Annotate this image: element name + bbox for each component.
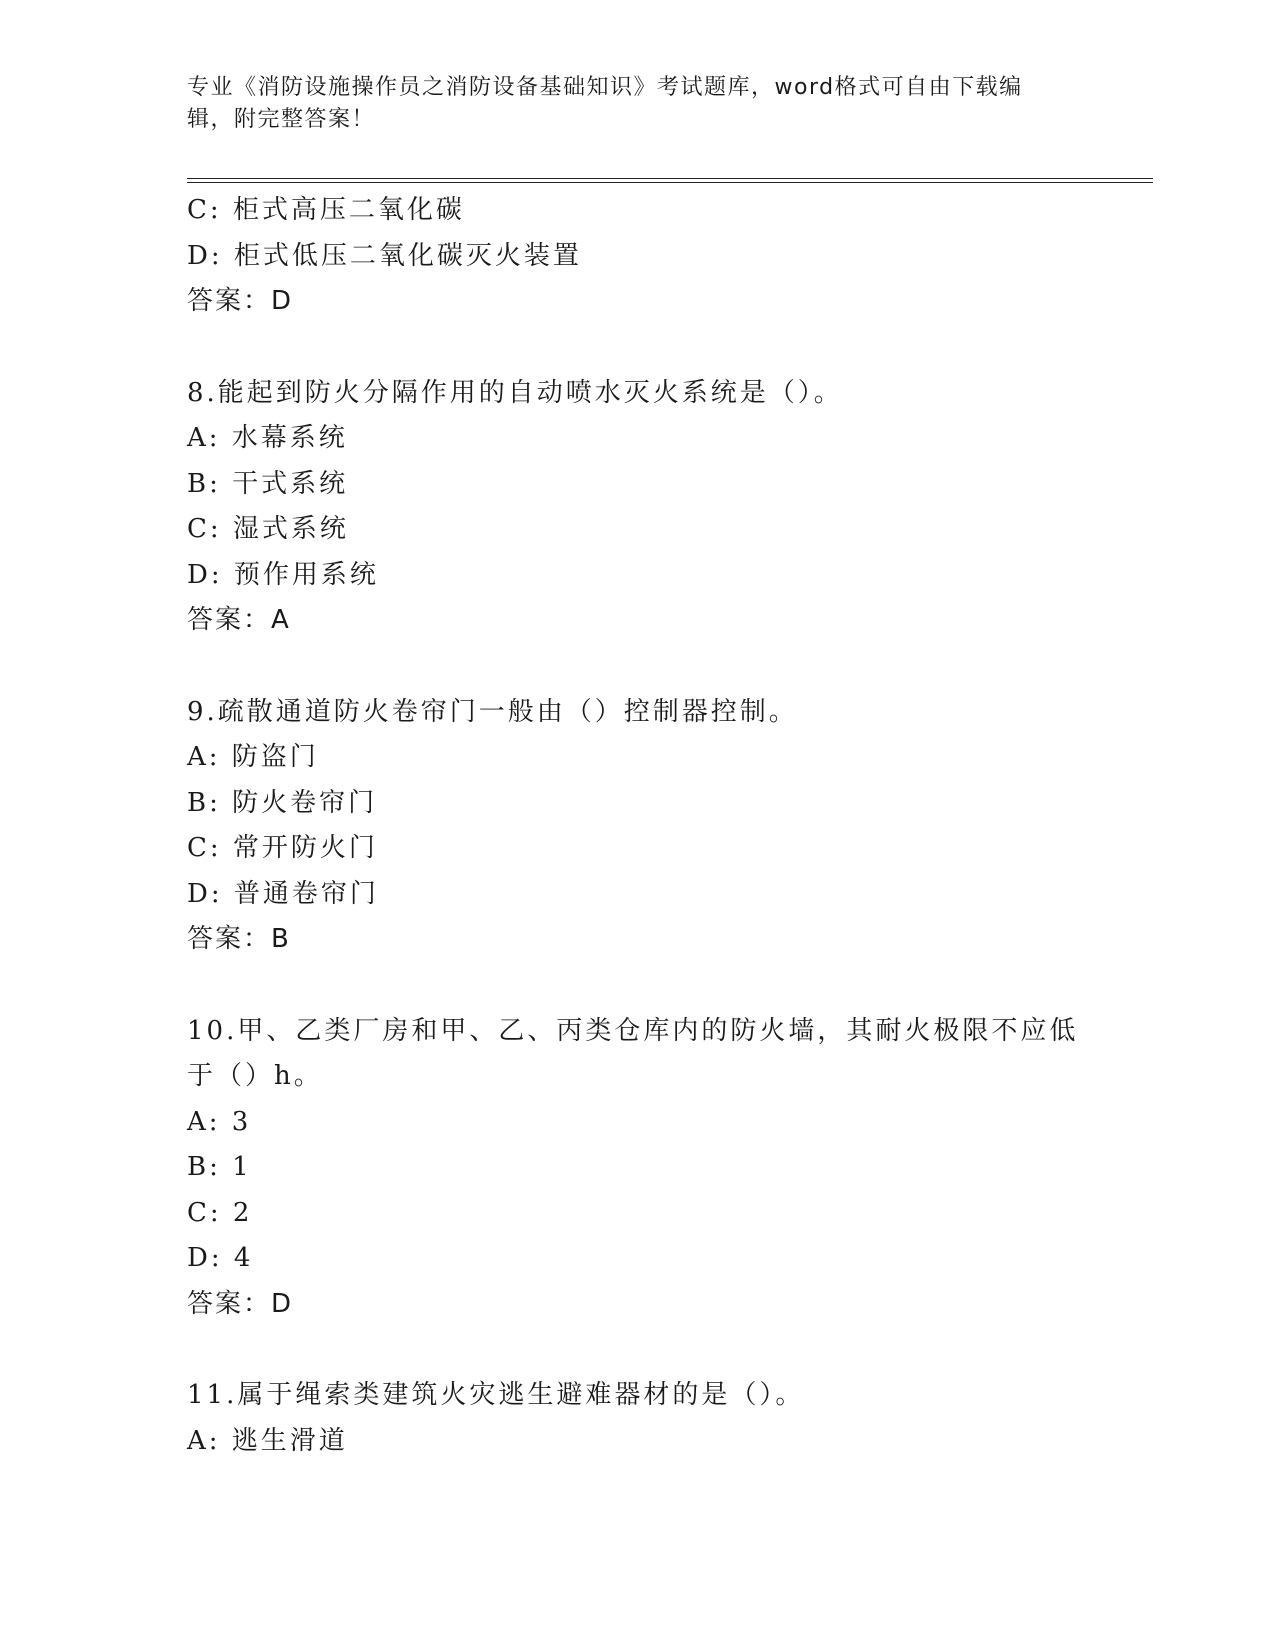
header-divider-top xyxy=(187,178,1153,179)
header-line-1: 专业《消防设施操作员之消防设备基础知识》考试题库，word格式可自由下载编 xyxy=(187,75,1023,100)
option-c: C: 2 xyxy=(187,1197,253,1228)
answer-line: 答案：D xyxy=(187,1288,294,1319)
spacer xyxy=(187,644,1087,690)
option-b: B: 1 xyxy=(187,1152,252,1182)
option-a: A: 防盗门 xyxy=(187,742,319,772)
question-11 xyxy=(187,1373,1087,1464)
option-c: C: 湿式系统 xyxy=(187,514,349,544)
answer-line: 答案：D xyxy=(187,286,294,316)
spacer xyxy=(187,963,1087,1009)
question-8 xyxy=(187,371,1087,644)
option-d: D: 预作用系统 xyxy=(187,559,379,590)
option-c: C: 柜式高压二氧化碳 xyxy=(187,195,465,225)
option-b: B: 干式系统 xyxy=(187,468,349,499)
question-9 xyxy=(187,690,1087,963)
option-a: A: 水幕系统 xyxy=(187,423,348,453)
question-list xyxy=(187,188,1087,1464)
option-c: C: 常开防火门 xyxy=(187,833,378,863)
spacer xyxy=(187,325,1087,371)
answer-line: 答案：A xyxy=(187,605,291,635)
option-a: A: 逃生滑道 xyxy=(187,1425,348,1456)
question-10 xyxy=(187,1009,1087,1328)
answer-line: 答案：B xyxy=(187,924,291,954)
header-line-2: 辑，附完整答案！ xyxy=(187,107,376,132)
option-d: D: 柜式低压二氧化碳灭火装置 xyxy=(187,240,582,271)
option-a: A: 3 xyxy=(187,1106,252,1137)
question-title: 11.属于绳索类建筑火灾逃生避难器材的是（）。 xyxy=(187,1380,805,1410)
question-title-line-1: 10.甲、乙类厂房和甲、乙、丙类仓库内的防火墙，其耐火极限不应低 xyxy=(187,1015,1079,1046)
question-title-line-2: 于（）h。 xyxy=(187,1061,323,1091)
option-d: D: 普通卷帘门 xyxy=(187,878,379,909)
option-d: D: 4 xyxy=(187,1243,254,1273)
question-title: 8.能起到防火分隔作用的自动喷水灭火系统是（）。 xyxy=(187,377,843,408)
question-7-tail xyxy=(187,188,1087,325)
spacer xyxy=(187,1327,1087,1373)
question-title: 9.疏散通道防火卷帘门一般由（）控制器控制。 xyxy=(187,696,798,727)
document-header xyxy=(187,72,1067,136)
header-divider-bottom xyxy=(187,182,1153,183)
option-b: B: 防火卷帘门 xyxy=(187,787,378,818)
